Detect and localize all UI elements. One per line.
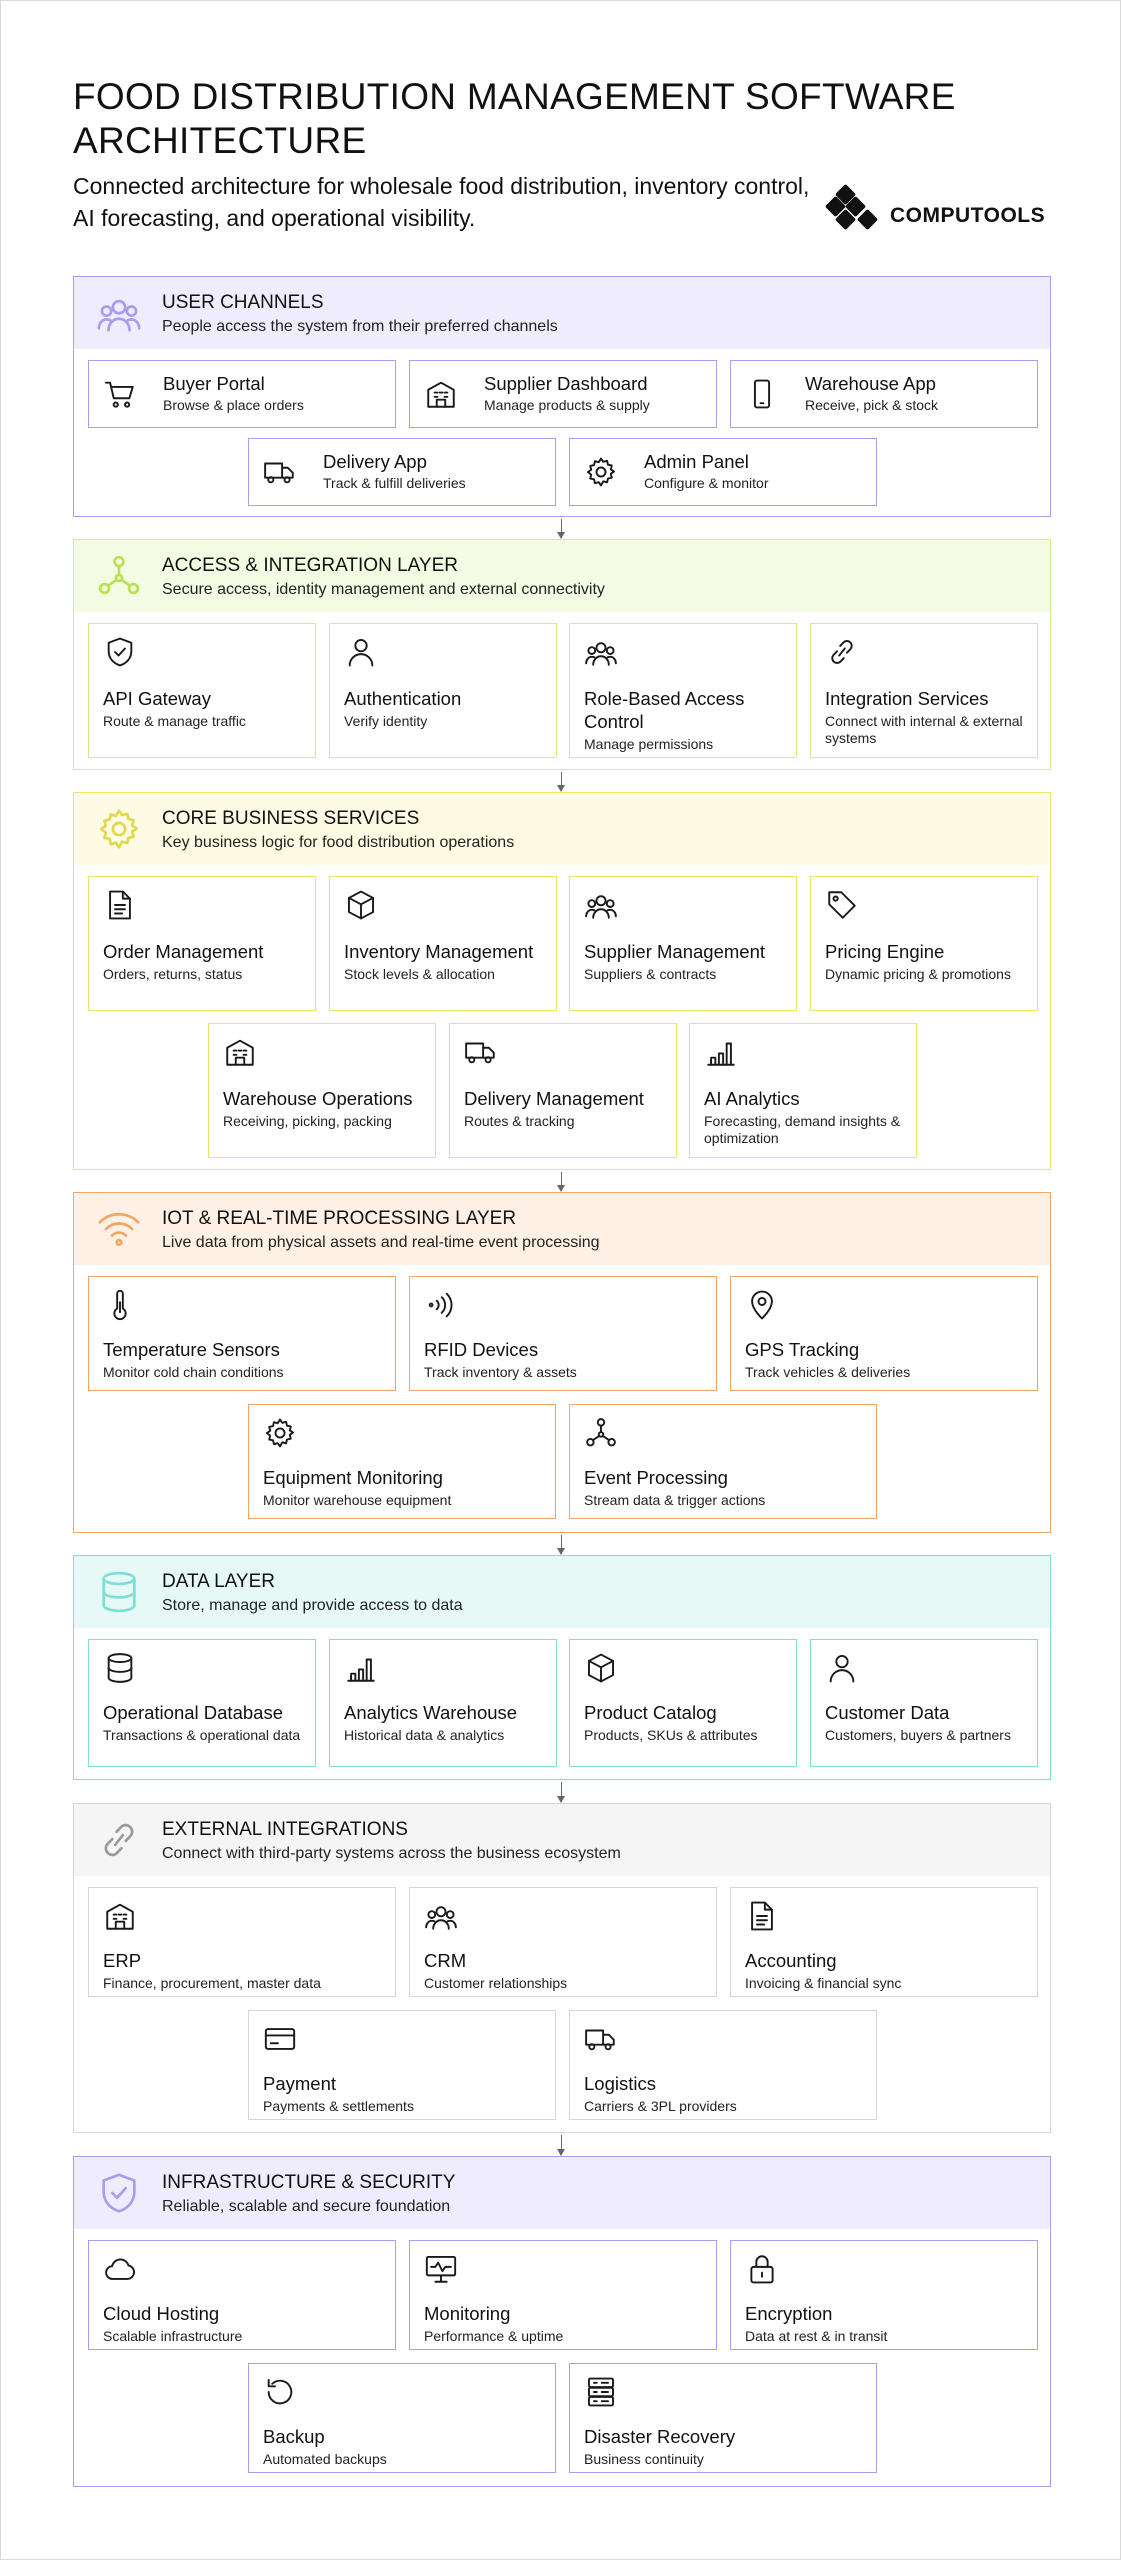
- card-monitoring[interactable]: [409, 2240, 717, 2350]
- section-title: DATA LAYER: [162, 1571, 275, 1592]
- card-title: CRM: [424, 1950, 467, 1971]
- section-header: [74, 540, 1050, 612]
- section-infrastructure-security: [73, 2156, 1051, 2487]
- section-gear-icon: [96, 806, 142, 852]
- card-title: Logistics: [584, 2073, 656, 2094]
- card-gps-tracking[interactable]: [730, 1276, 1038, 1391]
- section-header: [74, 2157, 1050, 2229]
- box-icon: [344, 888, 378, 922]
- section-wifi-icon: [96, 1206, 142, 1252]
- logo-text: COMPUTOOLS: [890, 204, 1046, 227]
- card-title: Inventory Management: [344, 941, 534, 962]
- card-admin-panel[interactable]: [569, 438, 877, 506]
- card-title: Admin Panel: [644, 451, 749, 472]
- users-icon: [584, 888, 618, 922]
- monitor-icon: [424, 2252, 458, 2286]
- card-ai-analytics[interactable]: [689, 1023, 917, 1158]
- card-title: Event Processing: [584, 1467, 728, 1488]
- card-title: Analytics Warehouse: [344, 1702, 518, 1723]
- card-description: Monitor warehouse equipment: [263, 1492, 452, 1508]
- card-inventory-management[interactable]: [329, 876, 557, 1011]
- card-description: Payments & settlements: [263, 2098, 414, 2114]
- truck-icon: [584, 2022, 618, 2056]
- card-event-processing[interactable]: [569, 1404, 877, 1519]
- card-title: Authentication: [344, 688, 462, 709]
- section-link-icon: [96, 1817, 142, 1863]
- bar-chart-icon: [344, 1651, 378, 1685]
- card-warehouse-app[interactable]: [730, 360, 1038, 428]
- card-encryption[interactable]: [730, 2240, 1038, 2350]
- section-description: Key business logic for food distribution operations: [162, 834, 515, 851]
- user-icon: [825, 1651, 859, 1685]
- section-database-icon: [96, 1569, 142, 1615]
- card-title: Supplier Management: [584, 941, 765, 962]
- cart-icon: [103, 377, 137, 411]
- page-title: FOOD DISTRIBUTION MANAGEMENT SOFTWARE ARCHITECTURE: [73, 76, 956, 161]
- card-temperature-sensors[interactable]: [88, 1276, 396, 1391]
- users-icon: [424, 1899, 458, 1933]
- section-access-integration-layer: [73, 539, 1051, 770]
- credit-card-icon: [263, 2022, 297, 2056]
- card-logistics[interactable]: [569, 2010, 877, 2120]
- card-description: Products, SKUs & attributes: [584, 1727, 758, 1743]
- user-icon: [344, 635, 378, 669]
- phone-icon: [745, 377, 779, 411]
- card-title: Payment: [263, 2073, 337, 2094]
- card-description: Stock levels & allocation: [344, 966, 495, 982]
- section-header: [74, 793, 1050, 865]
- map-pin-icon: [745, 1288, 779, 1322]
- card-description: Route & manage traffic: [103, 713, 246, 729]
- card-description: Forecasting, demand insights & optimization: [704, 1113, 901, 1146]
- card-title: Customer Data: [825, 1702, 950, 1723]
- card-description: Carriers & 3PL providers: [584, 2098, 737, 2114]
- card-erp[interactable]: [88, 1887, 396, 1997]
- section-title: INFRASTRUCTURE & SECURITY: [162, 2172, 456, 2193]
- cloud-icon: [103, 2252, 137, 2286]
- card-description: Receive, pick & stock: [805, 397, 939, 413]
- flow-arrow: [561, 2135, 562, 2155]
- section-header: [74, 1804, 1050, 1876]
- rfid-icon: [424, 1288, 458, 1322]
- tag-icon: [825, 888, 859, 922]
- truck-icon: [464, 1035, 498, 1069]
- section-description: People access the system from their preferred channels: [162, 318, 558, 335]
- card-description: Manage products & supply: [484, 397, 650, 413]
- card-accounting[interactable]: [730, 1887, 1038, 1997]
- card-description: Browse & place orders: [163, 397, 304, 413]
- section-title: USER CHANNELS: [162, 292, 324, 313]
- section-title: EXTERNAL INTEGRATIONS: [162, 1819, 408, 1840]
- card-description: Historical data & analytics: [344, 1727, 505, 1743]
- card-description: Connect with internal & external systems: [825, 713, 1023, 746]
- card-crm[interactable]: [409, 1887, 717, 1997]
- server-icon: [584, 2375, 618, 2409]
- card-description: Routes & tracking: [464, 1113, 575, 1129]
- section-description: Live data from physical assets and real-time event processing: [162, 1234, 600, 1251]
- card-description: Manage permissions: [584, 736, 714, 752]
- truck-icon: [263, 455, 297, 489]
- flow-arrow: [561, 772, 562, 791]
- card-title: Product Catalog: [584, 1702, 717, 1723]
- flow-arrow: [561, 519, 562, 538]
- link-icon: [825, 635, 859, 669]
- section-title: CORE BUSINESS SERVICES: [162, 808, 420, 829]
- logo-mark-icon: [826, 185, 882, 231]
- card-supplier-management[interactable]: [569, 876, 797, 1011]
- card-operational-database[interactable]: [88, 1639, 316, 1767]
- card-title: Role-Based Access Control: [584, 688, 745, 732]
- flow-arrow: [561, 1535, 562, 1554]
- section-shield-check-icon: [96, 2170, 142, 2216]
- section-description: Secure access, identity management and external connectivity: [162, 581, 605, 598]
- card-description: Receiving, picking, packing: [223, 1113, 392, 1129]
- card-description: Track inventory & assets: [424, 1364, 577, 1380]
- card-product-catalog[interactable]: [569, 1639, 797, 1767]
- building-icon: [424, 377, 458, 411]
- gear-icon: [584, 455, 618, 489]
- card-title: Delivery Management: [464, 1088, 644, 1109]
- card-api-gateway[interactable]: [88, 623, 316, 758]
- users-icon: [584, 635, 618, 669]
- document-icon: [103, 888, 137, 922]
- thermometer-icon: [103, 1288, 137, 1322]
- card-authentication[interactable]: [329, 623, 557, 758]
- card-delivery-app[interactable]: [248, 438, 556, 506]
- card-title: Supplier Dashboard: [484, 373, 648, 394]
- card-title: Order Management: [103, 941, 264, 962]
- page-subtitle: Connected architecture for wholesale food distribution, inventory control, AI forecasting, and operational visibility.: [73, 173, 810, 231]
- card-title: Buyer Portal: [163, 373, 265, 394]
- card-order-management[interactable]: [88, 876, 316, 1011]
- card-warehouse-operations[interactable]: [208, 1023, 436, 1158]
- card-description: Customers, buyers & partners: [825, 1727, 1011, 1743]
- logo: [826, 184, 1045, 232]
- section-data-layer: [73, 1555, 1051, 1780]
- card-description: Automated backups: [263, 2451, 387, 2467]
- card-title: Temperature Sensors: [103, 1339, 280, 1360]
- flow-arrow: [561, 1782, 562, 1802]
- card-title: Operational Database: [103, 1702, 283, 1723]
- gear-icon: [263, 1416, 297, 1450]
- building-icon: [103, 1899, 137, 1933]
- flow-arrow: [561, 1172, 562, 1191]
- card-title: Disaster Recovery: [584, 2426, 736, 2447]
- card-description: Scalable infrastructure: [103, 2328, 243, 2344]
- card-title: Integration Services: [825, 688, 989, 709]
- section-header: [74, 1193, 1050, 1265]
- section-external-integrations: [73, 1803, 1051, 2133]
- card-title: RFID Devices: [424, 1339, 539, 1360]
- section-description: Connect with third-party systems across the business ecosystem: [162, 1845, 621, 1862]
- card-description: Verify identity: [344, 713, 428, 729]
- card-equipment-monitoring[interactable]: [248, 1404, 556, 1519]
- card-title: Warehouse Operations: [223, 1088, 413, 1109]
- card-description: Data at rest & in transit: [745, 2328, 888, 2344]
- card-rfid-devices[interactable]: [409, 1276, 717, 1391]
- card-title: Delivery App: [323, 451, 427, 472]
- card-role-based-access-control[interactable]: [569, 623, 797, 758]
- card-description: Transactions & operational data: [103, 1727, 301, 1743]
- bar-chart-icon: [704, 1035, 738, 1069]
- section-user-channels: [73, 276, 1051, 517]
- card-backup[interactable]: [248, 2363, 556, 2473]
- card-buyer-portal[interactable]: [88, 360, 396, 428]
- card-title: Warehouse App: [805, 373, 936, 394]
- card-description: Dynamic pricing & promotions: [825, 966, 1011, 982]
- card-title: Pricing Engine: [825, 941, 945, 962]
- section-core-business-services: [73, 792, 1051, 1170]
- card-title: Cloud Hosting: [103, 2303, 220, 2324]
- building-icon: [223, 1035, 257, 1069]
- card-description: Invoicing & financial sync: [745, 1975, 902, 1991]
- card-title: Encryption: [745, 2303, 833, 2324]
- card-description: Suppliers & contracts: [584, 966, 717, 982]
- backup-icon: [263, 2375, 297, 2409]
- card-description: Finance, procurement, master data: [103, 1975, 321, 1991]
- card-description: Orders, returns, status: [103, 966, 243, 982]
- box-icon: [584, 1651, 618, 1685]
- card-cloud-hosting[interactable]: [88, 2240, 396, 2350]
- card-title: ERP: [103, 1950, 142, 1971]
- card-description: Track & fulfill deliveries: [323, 475, 466, 491]
- section-title: ACCESS & INTEGRATION LAYER: [162, 555, 458, 576]
- section-network-icon: [96, 553, 142, 599]
- lock-icon: [745, 2252, 779, 2286]
- network-icon: [584, 1416, 618, 1450]
- card-title: Backup: [263, 2426, 325, 2447]
- card-title: GPS Tracking: [745, 1339, 860, 1360]
- card-description: Configure & monitor: [644, 475, 769, 491]
- card-description: Business continuity: [584, 2451, 704, 2467]
- card-pricing-engine[interactable]: [810, 876, 1038, 1011]
- card-description: Customer relationships: [424, 1975, 568, 1991]
- card-description: Performance & uptime: [424, 2328, 564, 2344]
- card-title: Monitoring: [424, 2303, 511, 2324]
- card-title: API Gateway: [103, 688, 211, 709]
- section-header: [74, 1556, 1050, 1628]
- shield-check-icon: [103, 635, 137, 669]
- card-supplier-dashboard[interactable]: [409, 360, 717, 428]
- card-title: AI Analytics: [704, 1088, 800, 1109]
- section-users-icon: [96, 290, 142, 336]
- card-delivery-management[interactable]: [449, 1023, 677, 1158]
- section-iot-real-time-processing-layer: [73, 1192, 1051, 1533]
- card-integration-services[interactable]: [810, 623, 1038, 758]
- database-icon: [103, 1651, 137, 1685]
- card-description: Track vehicles & deliveries: [745, 1364, 911, 1380]
- card-title: Equipment Monitoring: [263, 1467, 443, 1488]
- section-description: Reliable, scalable and secure foundation: [162, 2198, 451, 2215]
- section-description: Store, manage and provide access to data: [162, 1597, 463, 1614]
- section-header: [74, 277, 1050, 349]
- card-title: Accounting: [745, 1950, 837, 1971]
- card-description: Stream data & trigger actions: [584, 1492, 766, 1508]
- card-customer-data[interactable]: [810, 1639, 1038, 1767]
- card-analytics-warehouse[interactable]: [329, 1639, 557, 1767]
- card-payment[interactable]: [248, 2010, 556, 2120]
- card-description: Monitor cold chain conditions: [103, 1364, 284, 1380]
- section-title: IOT & REAL-TIME PROCESSING LAYER: [162, 1208, 517, 1229]
- document-icon: [745, 1899, 779, 1933]
- card-disaster-recovery[interactable]: [569, 2363, 877, 2473]
